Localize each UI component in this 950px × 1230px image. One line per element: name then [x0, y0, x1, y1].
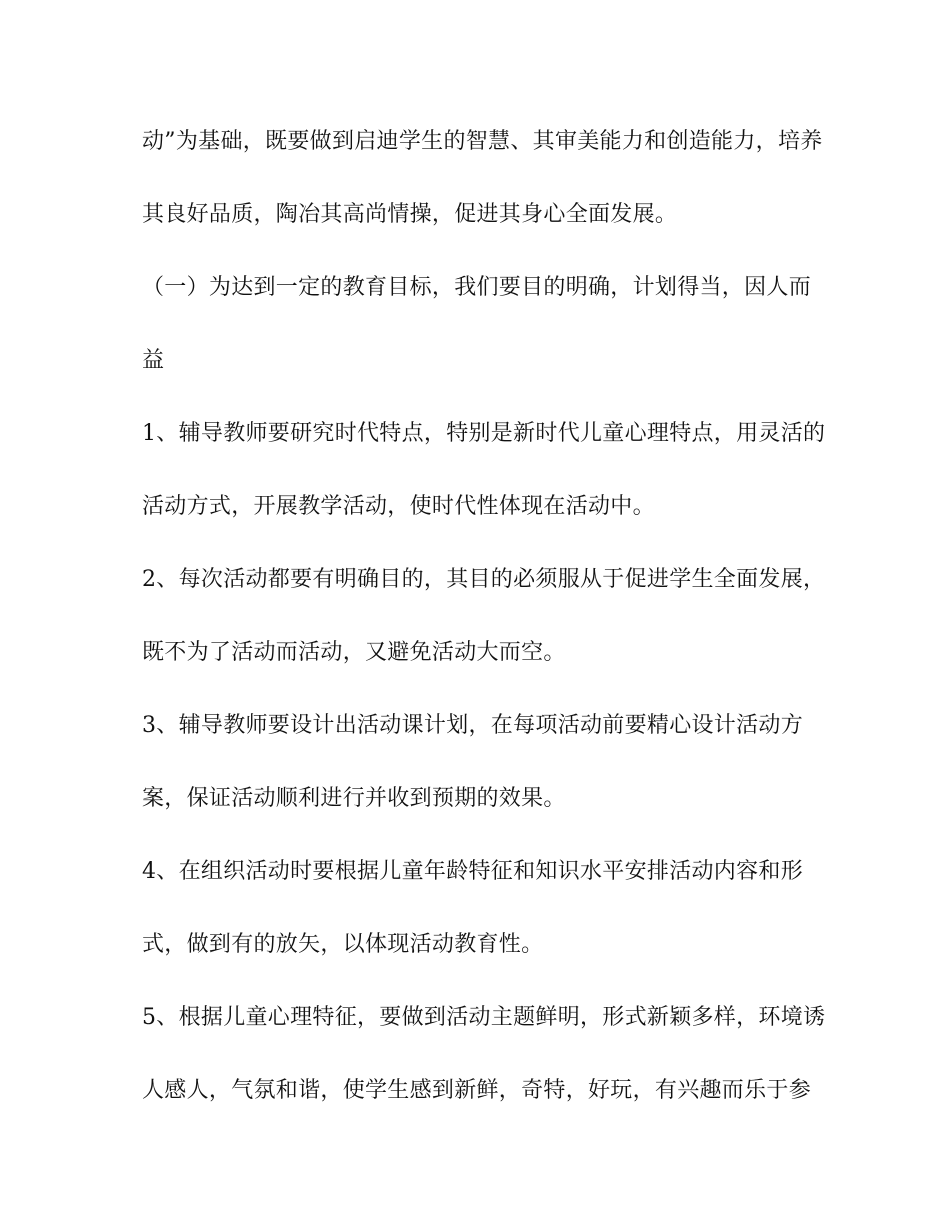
text-line: 4、在组织活动时要根据儿童年龄特征和知识水平安排活动内容和形	[142, 859, 803, 884]
text-line: 其良好品质，陶冶其高尚情操，促进其身心全面发展。	[142, 202, 678, 227]
text-line: 益	[142, 348, 165, 373]
text-line: 既不为了活动而活动，又避免活动大而空。	[142, 640, 566, 665]
text-line: （一）为达到一定的教育目标，我们要目的明确，计划得当，因人而	[142, 275, 812, 300]
text-line: 5、根据儿童心理特征，要做到活动主题鲜明，形式新颖多样，环境诱	[142, 1005, 826, 1030]
text-line: 活动方式，开展教学活动，使时代性体现在活动中。	[142, 494, 655, 519]
text-line: 人感人，气氛和谐，使学生感到新鲜，奇特，好玩，有兴趣而乐于参	[142, 1078, 812, 1103]
text-line: 案，保证活动顺利进行并收到预期的效果。	[142, 786, 566, 811]
text-line: 式，做到有的放矢，以体现活动教育性。	[142, 932, 544, 957]
text-line: 1、辅导教师要研究时代特点，特别是新时代儿童心理特点，用灵活的	[142, 421, 826, 446]
text-line: 2、每次活动都要有明确目的，其目的必须服从于促进学生全面发展，	[142, 567, 826, 592]
text-line: 3、辅导教师要设计出活动课计划，在每项活动前要精心设计活动方	[142, 713, 803, 738]
text-line: 动”为基础，既要做到启迪学生的智慧、其审美能力和创造能力，培养	[142, 129, 823, 154]
